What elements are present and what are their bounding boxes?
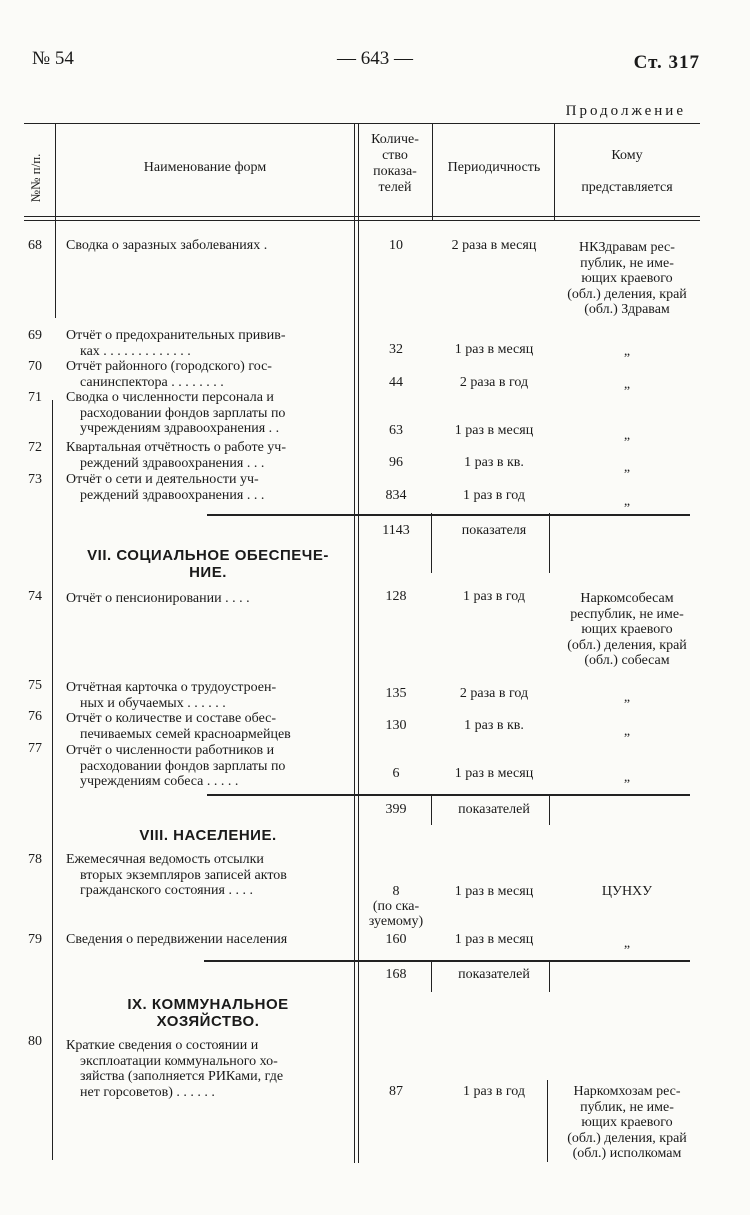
row-period: 2 раза в год <box>459 686 529 701</box>
row-form-name: Сведения о передвижении населения <box>66 932 288 947</box>
row-form-name: Отчёт о пенсионировании . . . . <box>66 591 250 606</box>
row-period: 1 раз в месяц <box>454 766 534 781</box>
subtotal-rule <box>207 514 690 516</box>
col-divider <box>354 123 359 1163</box>
col-divider <box>55 123 56 318</box>
row-number: 70 <box>28 359 42 374</box>
row-form-name: Сводка о заразных заболеваниях . <box>66 238 268 253</box>
row-count: 44 <box>389 375 403 390</box>
article-number: Ст. 317 <box>633 52 700 73</box>
row-count: 32 <box>389 342 403 357</box>
row-count: 87 <box>389 1084 403 1099</box>
row-number: 76 <box>28 709 42 724</box>
subtotal-count: 399 <box>385 802 407 817</box>
row-recipient-ditto: „ <box>623 724 631 739</box>
col-divider <box>431 513 432 573</box>
row-number: 68 <box>28 238 42 253</box>
col-header-number: №№ п/п. <box>28 153 43 203</box>
row-number: 78 <box>28 852 42 867</box>
row-count: 96 <box>389 455 403 470</box>
row-count: 135 <box>385 686 407 701</box>
row-number: 72 <box>28 440 42 455</box>
row-recipient: ЦУНХУ <box>601 884 653 899</box>
header-bottom-rule <box>24 216 700 221</box>
row-form-name: Отчёт о предохранительных привив- ках . . . . . . . . . . . . . <box>66 328 286 359</box>
continued-label: Продолжение <box>565 103 686 119</box>
row-count: 160 <box>385 932 407 947</box>
row-recipient: НКЗдравам рес- публик, не име- ющих краевого (обл.) деления, край (обл.) Здравам <box>567 240 687 317</box>
section-heading: VIII. НАСЕЛЕНИЕ. <box>139 827 277 844</box>
row-count: 130 <box>385 718 407 733</box>
col-divider <box>549 513 550 573</box>
page-number: — 643 — <box>337 48 413 69</box>
row-period: 1 раз в год <box>463 589 525 604</box>
subtotal-rule <box>204 960 690 962</box>
row-recipient-ditto: „ <box>623 770 631 785</box>
row-period: 1 раз в месяц <box>454 423 534 438</box>
row-number: 79 <box>28 932 42 947</box>
col-divider <box>554 123 555 220</box>
row-number: 75 <box>28 678 42 693</box>
col-header-recipient-2: представляется <box>581 180 673 195</box>
row-period: 2 раза в месяц <box>451 238 537 253</box>
row-recipient-ditto: „ <box>623 936 631 951</box>
row-recipient-ditto: „ <box>623 428 631 443</box>
row-form-name: Отчёт о сети и деятельности уч- реждений здравоохранения . . . <box>66 472 265 503</box>
subtotal-label: показателей <box>458 967 530 982</box>
subtotal-count: 168 <box>385 967 407 982</box>
col-header-count: Количе- ство показа- телей <box>371 132 419 195</box>
table-top-rule <box>24 123 700 124</box>
row-form-name: Отчёт о количестве и составе обес- печиваемых семей красноармейцев <box>66 711 291 742</box>
row-period: 1 раз в кв. <box>464 455 524 470</box>
row-number: 69 <box>28 328 42 343</box>
row-number: 80 <box>28 1034 42 1049</box>
row-recipient-ditto: „ <box>623 494 631 509</box>
row-number: 71 <box>28 390 42 405</box>
row-period: 1 раз в год <box>463 488 525 503</box>
subtotal-label: показателей <box>458 802 530 817</box>
col-divider <box>432 123 433 220</box>
row-period: 2 раза в год <box>459 375 529 390</box>
section-heading: IX. КОММУНАЛЬНОЕ ХОЗЯЙСТВО. <box>127 996 289 1030</box>
row-recipient: Наркомсобесам республик, не име- ющих краевого (обл.) деления, край (обл.) собесам <box>567 591 687 668</box>
row-recipient-ditto: „ <box>623 460 631 475</box>
row-recipient-ditto: „ <box>623 377 631 392</box>
col-header-period: Периодичность <box>447 160 541 175</box>
row-form-name: Отчёт районного (городского) гос- санинспектора . . . . . . . . <box>66 359 272 390</box>
row-form-name: Квартальная отчётность о работе уч- реждений здравоохранения . . . <box>66 440 286 471</box>
row-form-name: Отчётная карточка о трудоустроен- ных и обучаемых . . . . . . <box>66 680 277 711</box>
subtotal-rule <box>207 794 690 796</box>
row-count: 63 <box>389 423 403 438</box>
row-form-name: Отчёт о численности работников и расходовании фондов зарплаты по учреждениям собеса . . . . . <box>66 743 286 789</box>
row-count: 10 <box>389 238 403 253</box>
row-number: 77 <box>28 741 42 756</box>
row-count: 6 <box>392 766 400 781</box>
row-form-name: Краткие сведения о состоянии и эксплоатации коммунального хо- зяйства (заполняется РИКами, где нет горсоветов) . . . . . . <box>66 1038 284 1100</box>
row-count: 834 <box>385 488 407 503</box>
row-count: 128 <box>385 589 407 604</box>
col-header-recipient: Кому <box>611 148 643 163</box>
row-form-name: Сводка о численности персонала и расходовании фондов зарплаты по учреждениям здравоохранения . . <box>66 390 286 436</box>
document-number: № 54 <box>32 48 74 69</box>
section-heading: VII. СОЦИАЛЬНОЕ ОБЕСПЕЧЕ- НИЕ. <box>87 547 329 581</box>
col-divider <box>52 400 53 1160</box>
row-count: 8 (по ска- зуемому) <box>368 884 424 929</box>
row-recipient-ditto: „ <box>623 690 631 705</box>
row-period: 1 раз в кв. <box>464 718 524 733</box>
row-period: 1 раз в месяц <box>454 884 534 899</box>
row-recipient: Наркомхозам рес- публик, не име- ющих краевого (обл.) деления, край (обл.) исполкомам <box>567 1084 687 1161</box>
col-header-name: Наименование форм <box>143 160 267 175</box>
row-recipient-ditto: „ <box>623 344 631 359</box>
subtotal-count: 1143 <box>382 523 410 538</box>
subtotal-label: показателя <box>461 523 527 538</box>
row-period: 1 раз в месяц <box>454 342 534 357</box>
row-period: 1 раз в год <box>463 1084 525 1099</box>
row-period: 1 раз в месяц <box>454 932 534 947</box>
row-number: 73 <box>28 472 42 487</box>
row-form-name: Ежемесячная ведомость отсылки вторых экземпляров записей актов гражданского состояния . . . . <box>66 852 287 898</box>
row-number: 74 <box>28 589 42 604</box>
